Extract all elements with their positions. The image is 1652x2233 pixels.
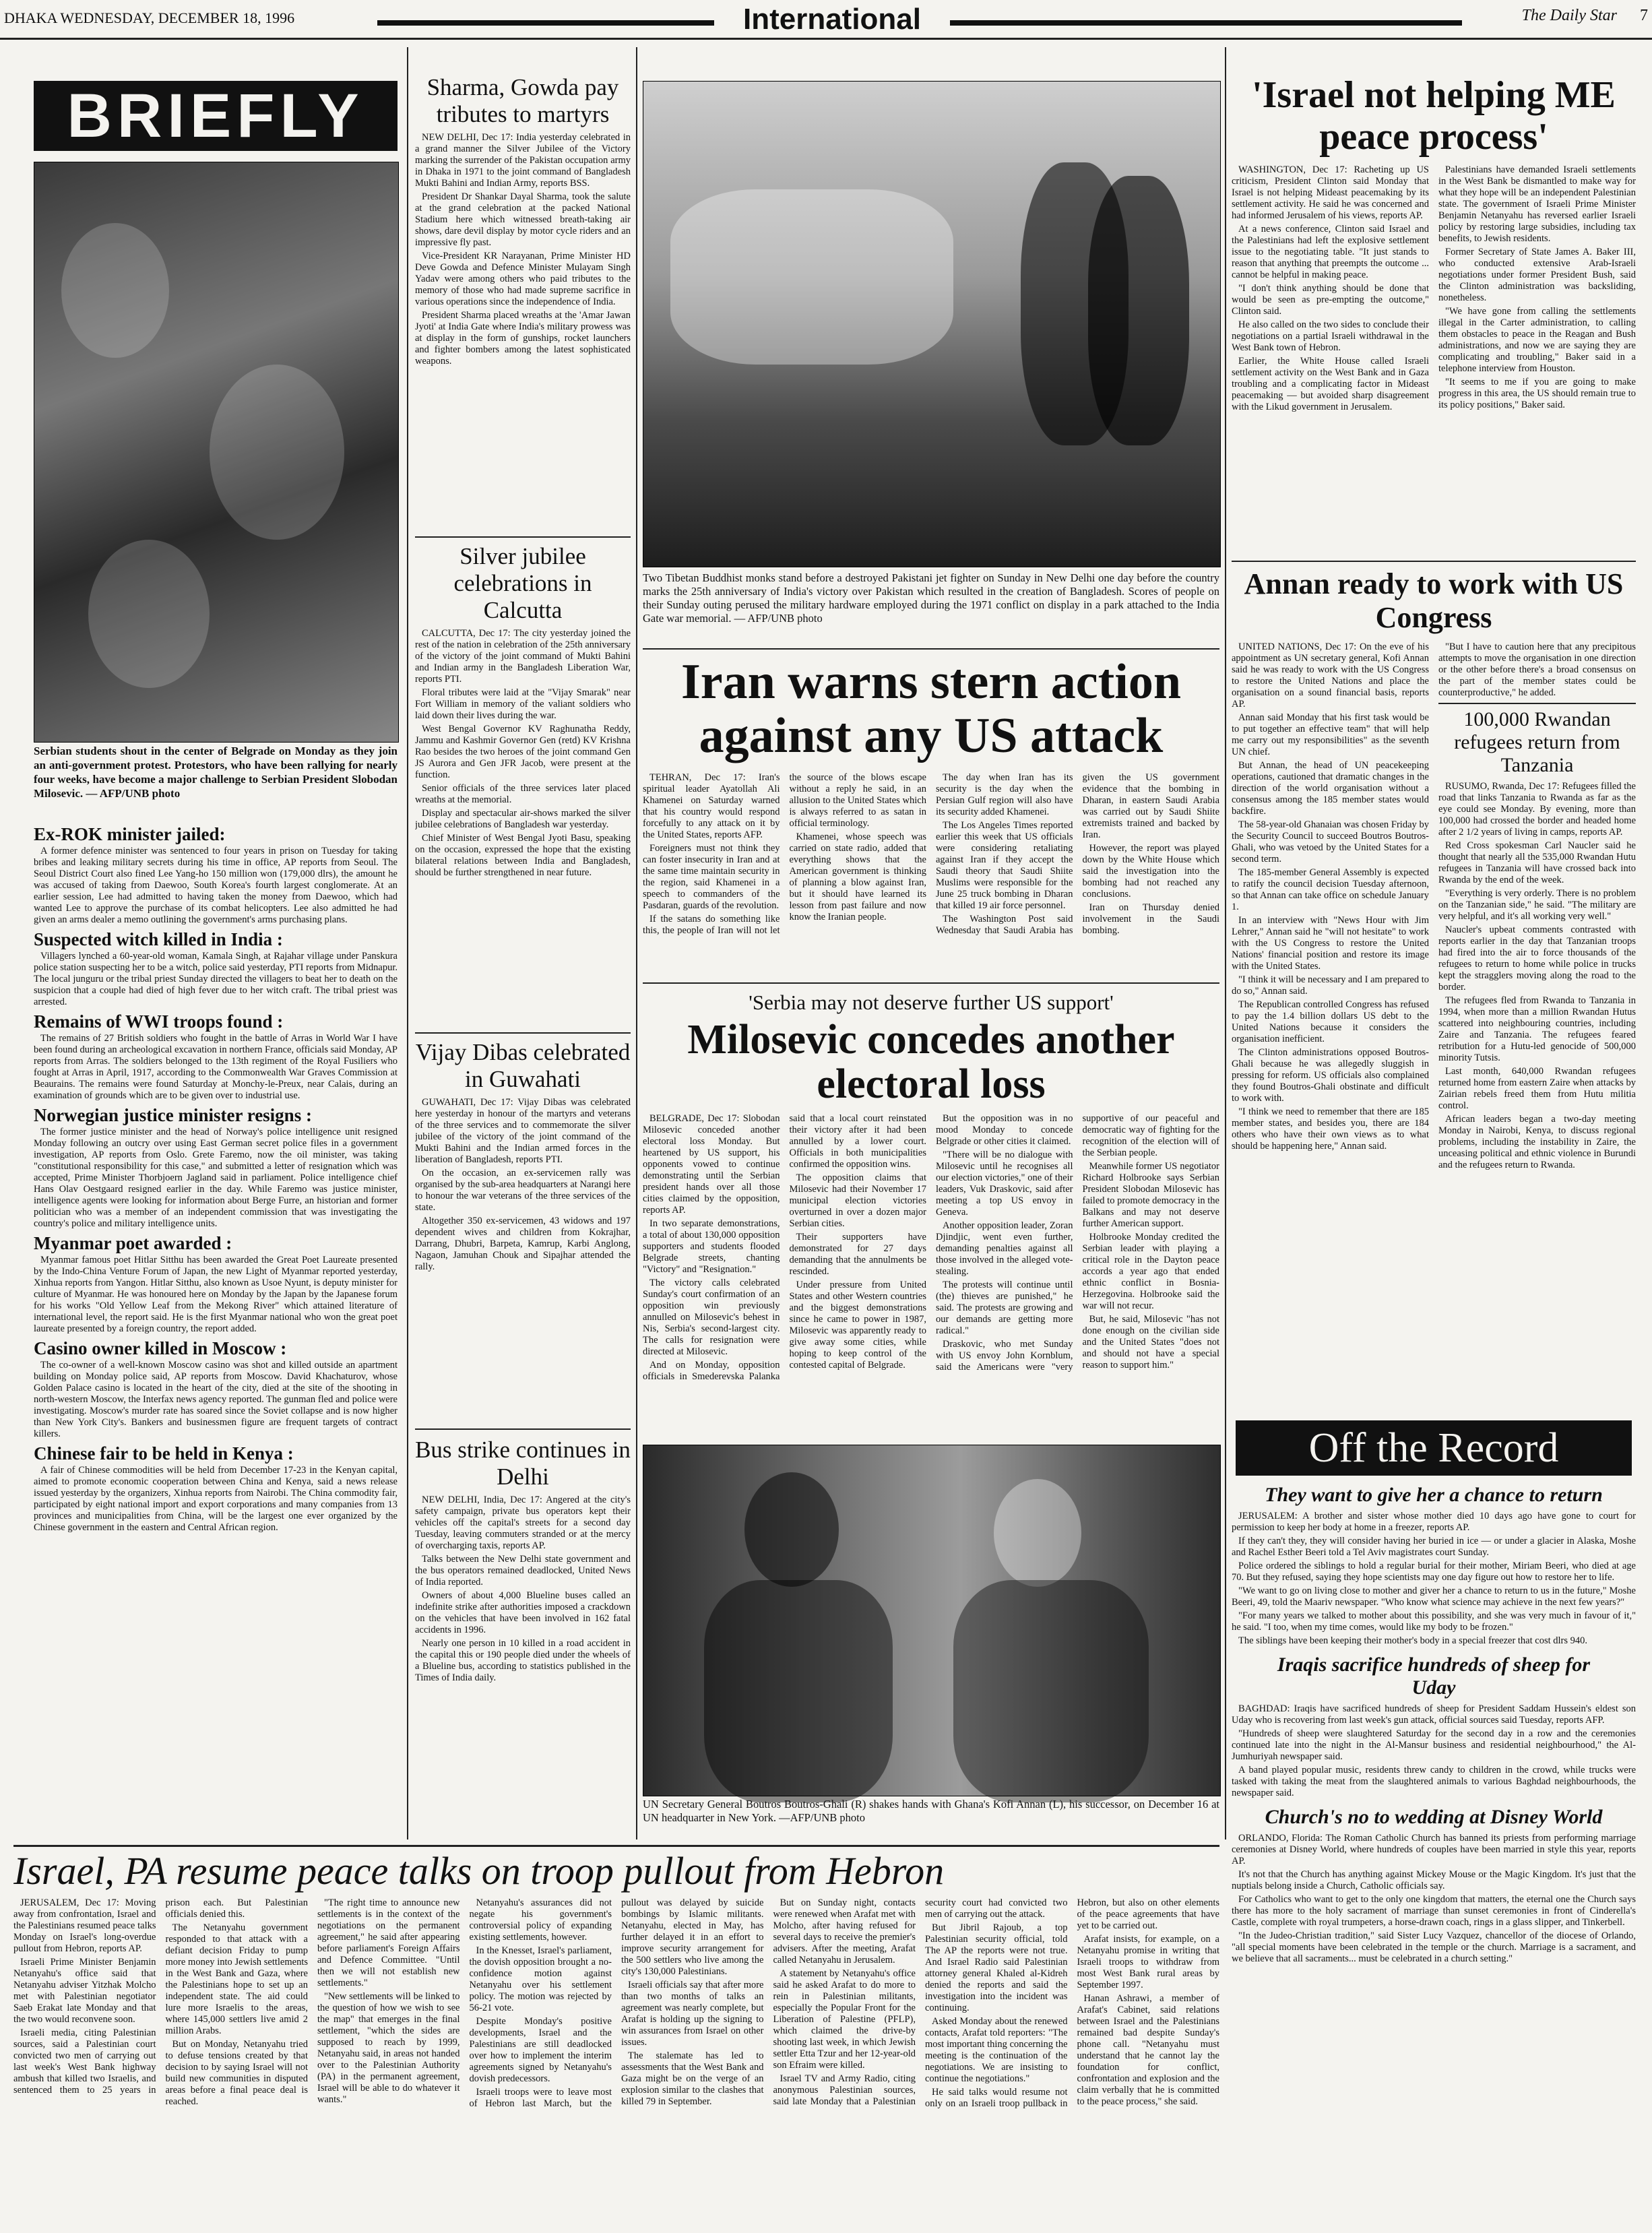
off-record-banner-text: Off the Record: [1308, 1425, 1559, 1471]
hebron-para: "New settlements will be linked to the question of how we wish to see the map" that emerges in the final settlement, "which the sides are supposed to reach by 1999, Netanyahu said, in areas not handed over to the Palestinian Authority (PA) in the permanent agreement, Israel will be able to do whatever it wants.": [317, 1991, 460, 2105]
guwahati-para: Altogether 350 ex-servicemen, 43 widows and 197 dependent wives and children from Kokrajhar, Darrang, Dhubri, Barpeta, Kamrup, Karbi Anglong, Nagaon, Jamuhan Chouk and Sipajhar attended the rally.: [415, 1216, 631, 1272]
off-record-headline: Iraqis sacrifice hundreds of sheep for Uday: [1277, 1654, 1591, 1699]
briefly-item-text: A former defence minister was sentenced to four years in prison on Tuesday for taking bribes and leaking military secrets during his time in office, AP reports from Seoul. The Seoul District Court also fined Lee Yang-ho 150 million won (179,000 dlrs), the amount he was accused of taking from Daewoo, South Korea's fourth largest conglomerate. At an earlier session, Lee had admitted to having taken the money from Daewoo, which had wanted Lee to approve the purchase of its combat helicopters. Lee also admitted he had given an arms dealer a memo outlining the government's arms purchasing plans.: [34, 846, 398, 925]
off-record-banner: [1236, 1420, 1632, 1476]
calcutta-para: Display and spectacular air-shows marked the silver jubilee celebrations of Bangladesh war yesterday.: [415, 808, 631, 830]
briefly-item-title: Ex-ROK minister jailed:: [34, 824, 226, 844]
serbia-para: BELGRADE, Dec 17: Slobodan Milosevic conceded another electoral loss Monday. But heartened by US support, his opponents vowed to continue demonstrating until the Serbian president hands over all those cities claimed by the opposition, reports AP.: [643, 1113, 780, 1216]
masthead-underline: [0, 38, 1652, 40]
sharma-para: NEW DELHI, Dec 17: India yesterday celebrated in a grand manner the Silver Jubilee of the Victory marking the surrender of the Pakistan occupation army in Dhaka in 1971 to the joint command of Bangladesh Mukti Bahini and Indian Army, reports BSS.: [415, 132, 631, 189]
hebron-para: The Netanyahu government responded to that attack with a defiant decision Friday to pump more money into Jewish settlements in the West Bank and Gaza, where the Palestinians hope to set up an independent state. The aid could lure more Israelis to the areas, where 145,000 settlers live amid 2 million Arabs.: [165, 1922, 308, 2036]
annan-photo-caption: UN Secretary General Boutros Boutros-Ghali (R) shakes hands with Ghana's Kofi Annan (L), his successor, on December 16 at UN headquarter in New York. —AFP/UNB photo: [643, 1798, 1219, 1824]
calcutta-para: Floral tributes were laid at the "Vijay Smarak" near Fort William in memory of the valiant soldiers who laid down their lives during the war.: [415, 687, 631, 721]
bus-strike-para: NEW DELHI, India, Dec 17: Angered at the city's safety campaign, private bus operators kept their vehicles off the capital's streets for a second day Tuesday, leaving commuters stranded or at the mercy of overcharging taxis, reports AP.: [415, 1495, 631, 1551]
iran-para: Iran on Thursday denied involvement in the Saudi bombing.: [1082, 902, 1219, 936]
annan-para: The 58-year-old Ghanaian was chosen Friday by the Security Council to succeed Boutros Boutros-Ghali, who was vetoed by the United States for a second term.: [1232, 819, 1429, 864]
briefly-item-title: Suspected witch killed in India :: [34, 929, 283, 949]
hebron-para: Asked Monday about the renewed contacts, Arafat told reporters: "The most important thing concerning the meeting is the continuation of the negotiations. We are insisting to continue the negotiations.": [925, 2016, 1068, 2084]
briefly-item-text: The former justice minister and the head of Norway's police intelligence unit resigned Monday following an outcry over using East German secret police files in a government investigation, AP reports from Oslo. Grete Faremo, now the oil minister, was taking "constitutional responsibility for this case," and submitted a letter of resignation which was accepted, Prime Minister Thorbjoern Jagland said in parliament. Police intelligence chief Hans Olav Oestgaard resigned earlier in the day. While Faremo was justice minister, intelligence agents were looking for information about Berge Furre, an historian and former politician who was a member of an independent commission that was investigating the country's police and military intelligence units.: [34, 1127, 398, 1229]
rwanda-para: Red Cross spokesman Carl Naucler said he thought that nearly all the 535,000 Rwandan Hutu refugees in Tanzania will have crossed back into Rwanda by the end of the week.: [1438, 840, 1636, 885]
bus-strike-para: Talks between the New Delhi state government and the bus operators remained deadlocked, United News of India reported.: [415, 1554, 631, 1587]
page-number: 7: [1640, 7, 1648, 24]
hebron-para: But Jibril Rajoub, a top Palestinian security official, told The AP the reports were not true. And Israel Radio said Palestinian attorney general Khaled al-Kidreh denied the reports and said the investigation into the incident was continuing.: [925, 1922, 1068, 2013]
off-record-para: It's not that the Church has anything against Mickey Mouse or the Magic Kingdom. It's just that the nuptials belong inside a Church, Catholic officials say.: [1232, 1869, 1636, 1891]
hebron-para: Netanyahu's assurances did not negate his government's controversial policy of expanding existing settlements, however.: [469, 1897, 612, 1943]
briefly-logo: [34, 81, 398, 151]
hebron-para: Israeli officials say that after more than two months of talks an agreement was nearly complete, but Arafat is holding up the signing to win assurances from Israel on other issues.: [621, 1980, 764, 2048]
israel-me-para: Earlier, the White House called Israeli settlement activity on the West Bank and in Gaza troubling and a complicating factor in Mideast peacemaking — but avoided sharp disagreement with the Likud government in Jerusalem.: [1232, 356, 1429, 412]
annan-para: But Annan, the head of UN peacekeeping operations, cautioned that dramatic changes in the direction of the world organisation without a consensus among the 185 member states would backfire.: [1232, 760, 1429, 817]
calcutta-para: CALCUTTA, Dec 17: The city yesterday joined the rest of the nation in celebration of the 25th anniversary of the victory of the joint command of Mukti Bahini and Indian army in the Bangladesh Liberation War, reports PTI.: [415, 628, 631, 685]
serbia-para: But the opposition was in no mood Monday to concede Belgrade or other cities it claimed.: [936, 1113, 1073, 1147]
rwanda-headline: 100,000 Rwandan refugees return from Tanzania: [1454, 708, 1620, 776]
briefly-item: [34, 1234, 398, 1335]
paper-name: The Daily Star: [1521, 7, 1617, 24]
briefly-item-text: The remains of 27 British soldiers who fought in the battle of Arras in World War I have been found during an archeological excavation in northern France, officials said Monday, AP reports from Arras. The soldiers belonged to the 13th regiment of the Royal Fusiliers who fought at Arras in April, 1917, according to the Commonwealth War Graves Commission at Beaurains. The remains were found Saturday at Monchy-le-Preux, near Calais, during an examination of grounds which are to be given over to industrial use.: [34, 1033, 398, 1101]
belgrade-photo-caption: Serbian students shout in the center of Belgrade on Monday as they join an anti-government protest. Protestors, who have been rallying for nearly four weeks, have become a major challenge to Serbian President Slobodan Milosevic. — AFP/UNB photo: [34, 745, 398, 800]
serbia-para: And on Monday, opposition officials in Smederevska Palanka said that a local court reinstated their victory after it had been annulled by a lower court. Officials in both municipalities confirmed the opposition wins.: [643, 1113, 926, 1382]
iran-para: TEHRAN, Dec 17: Iran's spiritual leader Ayatollah Ali Khamenei on Saturday warned that his country would respond forcefully to any attack on it by the United States, reports AFP.: [643, 772, 780, 840]
hebron-para: Israeli troops were to leave most of Hebron last March, but the pullout was delayed by suicide bombings by Islamic militants. Netanyahu, elected in May, has further delayed it in an effort to improve security arrangement for the 500 settlers who live among the city's 130,000 Palestinians.: [469, 1897, 764, 2109]
off-record-para: For Catholics who want to get to the only one kingdom that matters, the eternal one the Church says there has more to the holy sacrament of marriage than sunset ceremonies in front of Cinderella's Castle, complete with royal trumpeters, a horse-drawn coach, rings in a glass slipper, and Tinkerbell.: [1232, 1894, 1636, 1928]
annan-para: UNITED NATIONS, Dec 17: On the eve of his appointment as UN secretary general, Kofi Annan said he was ready to work with the US Congress to restore the United Nations and place the organisation on a sound financial basis, reports AP.: [1232, 641, 1429, 710]
off-record-para: "We want to go on living close to mother and giver her a chance to return to us in the future," Moshe Beeri, 49, told the Maariv newspaper. "Who know what science may achieve in the next few years?": [1232, 1585, 1636, 1608]
story-rule: [1232, 561, 1636, 562]
iran-para: However, the report was played down by the White House which said the investigation into the bombing had not reached any conclusions.: [1082, 843, 1219, 900]
masthead-rule-left: [377, 20, 714, 26]
annan-boutros-photo: [643, 1445, 1221, 1796]
serbia-para: Another opposition leader, Zoran Djindjic, went even further, demanding penalties against all those involved in the alleged vote-stealing.: [936, 1220, 1073, 1277]
briefly-item-title: Norwegian justice minister resigns :: [34, 1105, 312, 1125]
briefly-items: [34, 821, 398, 1845]
annan-story: [1232, 567, 1636, 1383]
sharma-para: President Dr Shankar Dayal Sharma, took the salute at the grand celebration at the packed National Stadium here which witnessed breath-taking air shows, dare devil display by motor cycle riders and an impressive fly past.: [415, 191, 631, 248]
serbia-story: [643, 990, 1219, 1435]
off-record-story: [1232, 1654, 1636, 1799]
story-rule: [415, 1032, 631, 1034]
hebron-headline: Israel, PA resume peace talks on troop pullout from Hebron: [13, 1849, 945, 1893]
hebron-para: JERUSALEM, Dec 17: Moving away from confrontation, Israel and the Palestinians resumed peace talks Monday on Israel's long-overdue pullout from Hebron, reports AP.: [13, 1897, 156, 1954]
briefly-item-title: Casino owner killed in Moscow :: [34, 1338, 287, 1358]
off-record-headline: Church's no to wedding at Disney World: [1265, 1806, 1603, 1828]
briefly-item-text: The co-owner of a well-known Moscow casino was shot and killed outside an apartment building on Monday police said, AP reports from Moscow. David Khachaturov, whose Golden Palace casino is located in the heart of the city, died at the site of the shooting in north-western Moscow, the Interfax news agency reported. The gunman fled and police were investigating. Moscow's murder rate has soared since the Soviet collapse and is now higher than New York City's. Bankers and businessmen figure are frequent targets of contract killers.: [34, 1360, 398, 1439]
calcutta-story: [415, 543, 631, 1028]
rwanda-para: Naucler's upbeat comments contrasted with reports earlier in the day that Tanzanian troops had fired into the air to force thousands of the refugees to return to home while police in trucks kept the stragglers moving along the road to the border.: [1438, 924, 1636, 993]
serbia-para: Their supporters have demonstrated for 27 days demanding that the annulments be rescinded.: [789, 1232, 926, 1277]
sharma-para: Vice-President KR Narayanan, Prime Minister HD Deve Gowda and Defence Minister Mulayam Singh Yadav were among others who paid tributes to the memory of those who had made supreme sacrifice in various operations since the independence of India.: [415, 251, 631, 307]
annan-para: The 185-member General Assembly is expected to ratify the council decision Tuesday afternoon, so that Annan can take office on schedule January 1.: [1232, 867, 1429, 912]
off-record-para: ORLANDO, Florida: The Roman Catholic Church has banned its priests from performing marriage ceremonies at Disney World, where hundreds of couples have been married in style this year, reports AP.: [1232, 1833, 1636, 1866]
iran-para: If the satans do something like this, the people of Iran will not let the source of the blows escape without a reply he said, in an allusion to the United States which is always referred to as satan in official terminology.: [643, 772, 926, 936]
rwanda-para: RUSUMO, Rwanda, Dec 17: Refugees filled the road that links Tanzania to Rwanda as far as the eye could see Monday. By evening, more than 100,000 had crossed the border and headed home after 2 1/2 years of living in camps, reports AP.: [1438, 781, 1636, 838]
serbia-para: Under pressure from United States and other Western countries and the biggest demonstrations since he came to power in 1987, Milosevic was apparently ready to give away some cities, while hoping to keep control of the contested capital of Belgrade.: [789, 1280, 926, 1371]
hebron-para: Israeli media, citing Palestinian sources, said a Palestinian court convicted two men of carrying out last week's West Bank highway ambush that killed two Israelis, and sentenced them to 25 years in prison each. But Palestinian officials denied this.: [13, 1897, 308, 2096]
annan-headline: Annan ready to work with US Congress: [1244, 567, 1624, 634]
rwanda-para: African leaders began a two-day meeting Monday in Nairobi, Kenya, to discuss regional problems, including the instability in Zaire, the unceasing political and ethnic violence in Burundi and the refugees return to Rwanda.: [1438, 1114, 1636, 1170]
israel-me-body: [1232, 164, 1636, 542]
section-title: International: [742, 3, 922, 36]
hebron-para: But on Sunday night, contacts were renewed when Arafat met with Molcho, after having refused for several days to receive the premier's advisers. After the meeting, Arafat called Netanyahu in Jerusalem.: [773, 1897, 916, 1965]
briefly-item-title: Myanmar poet awarded :: [34, 1233, 232, 1253]
off-record-para: Police ordered the siblings to hold a regular burial for their mother, Miriam Beeri, who died at age 70. But they refused, saying they hope scientists may one day figure out how to restore her to life.: [1232, 1561, 1636, 1583]
israel-me-para: WASHINGTON, Dec 17: Racheting up US criticism, President Clinton said Monday that Israel is not helping Mideast peacemaking by its settlement activity. He said he was concerned and had informed Jerusalem of his views, reports AP.: [1232, 164, 1429, 221]
serbia-para: Meanwhile former US negotiator Richard Holbrooke says Serbian President Slobodan Milosevic has failed to promote democracy in the Balkans and may not deserve further American support.: [1082, 1161, 1219, 1229]
hebron-para: Arafat insists, for example, on a Netanyahu promise in writing that Israeli troops to withdraw from most West Bank rural areas by September 1997.: [1077, 1934, 1219, 1990]
serbia-para: In two separate demonstrations, a total of about 130,000 opposition supporters and students flooded Belgrade streets, chanting "Victory" and "Resignation.": [643, 1218, 780, 1275]
israel-me-para: "I don't think anything should be done that would be seen as pre-empting the outcome," Clinton said.: [1232, 283, 1429, 317]
israel-me-para: He also called on the two sides to conclude their negotiations on a partial Israeli withdrawal in the West Bank town of Hebron.: [1232, 319, 1429, 353]
column-rule: [407, 47, 408, 1839]
serbia-para: Holbrooke Monday credited the Serbian leader with playing a critical role in the Dayton peace accords a year ago that ended ethnic conflict in Bosnia-Herzegovina. Holbrooke said the war will not recur.: [1082, 1232, 1219, 1311]
story-rule: [13, 1845, 1219, 1847]
guwahati-para: GUWAHATI, Dec 17: Vijay Dibas was celebrated here yesterday in honour of the martyrs and veterans of the three services and to commemorate the silver jubilee of the victory of the joint command of the Mukti Bahini and the Indian armed forces in the liberation of Bangladesh, reports PTI.: [415, 1097, 631, 1165]
annan-para: "I think we need to remember that there are 185 member states, and besides you, there are 184 others who have their own views as to what should be happening here," Annan said.: [1232, 1106, 1429, 1152]
israel-me-para: Palestinians have demanded Israeli settlements in the West Bank be dismantled to make way for what they hope will be an independent Palestinian state. The government of Israeli Prime Minister Benjamin Netanyahu has reversed earlier Israeli policy by restoring large subsidies, including tax benefits, to Jewish residents.: [1438, 164, 1636, 244]
bus-strike-headline: Bus strike continues in Delhi: [415, 1437, 631, 1490]
iran-para: The Washington Post said Wednesday that Saudi Arabia has given the US government evidence that the bombing in Dharan, in eastern Saudi Arabia was carried out by Saudi Shiite extremists trained and backed by Iran.: [936, 772, 1219, 936]
guwahati-para: On the occasion, an ex-servicemen rally was organised by the sub-area headquarters at Narangi here to honour the war veterans of the three services of the state.: [415, 1168, 631, 1213]
briefly-item: [34, 825, 398, 926]
serbia-para: But, he said, Milosevic "has not done enough on the civilian side and the United States "does not and should not have a special reason to support him.": [1082, 1314, 1219, 1371]
serbia-para: Draskovic, who met Sunday with US envoy John Kornblum, said the Americans were "very supportive of our peaceful and democratic way of fighting for the recognition of the election will of the Serbian people.: [936, 1113, 1219, 1373]
sharma-para: President Sharma placed wreaths at the 'Amar Jawan Jyoti' at India Gate where India's military prowess was at display in the form of gunships, rocket launchers and fighter bombers among the latest sophisticated weapons.: [415, 310, 631, 367]
column-rule: [1225, 47, 1226, 1839]
belgrade-protest-photo: [34, 162, 399, 743]
hebron-para: "The right time to announce new settlements is in the context of the negotiations on the permanent agreement," he said after appearing before parliament's Foreign Affairs and Defence Committee. "Until then we will not establish new settlements.": [317, 1897, 460, 1988]
calcutta-headline: Silver jubilee celebrations in Calcutta: [453, 543, 592, 623]
hebron-para: In the Knesset, Israel's parliament, the dovish opposition brought a no-confidence motion against Netanyahu over his settlement policy. The motion was rejected by 56-21 vote.: [469, 1945, 612, 2013]
hebron-para: Israel TV and Army Radio, citing anonymous Palestinian sources, said late Monday that a Palestinian security court had convicted two men of carrying out the attack.: [773, 1897, 1068, 2107]
briefly-item: [34, 1444, 398, 1534]
iran-headline: Iran warns stern action against any US attack: [680, 655, 1182, 763]
israel-me-para: "We have gone from calling the settlements illegal in the Carter administration, to calling them obstacles to peace in the Reagan and Bush administrations, and now we are saying they are complicating and troubling," Baker said in a telephone interview from Houston.: [1438, 306, 1636, 374]
briefly-logo-text: BRIEFLY: [67, 82, 364, 150]
off-record-headline: They want to give her a chance to return: [1265, 1484, 1603, 1506]
calcutta-para: Senior officials of the three services later placed wreaths at the memorial.: [415, 783, 631, 805]
off-record-para: A band played popular music, residents threw candy to children in the crowd, while trucks were tasked with taking the meat from the slaughtered animals to various Baghdad neighbourhoods, the newspaper said.: [1232, 1765, 1636, 1798]
briefly-item-title: Chinese fair to be held in Kenya :: [34, 1443, 294, 1464]
iran-para: The Los Angeles Times reported earlier this week that US officials were considering retaliating against Iran if they accept the Saudi theory that Saudi Shiite Muslims were responsible for the June 25 truck bombing in Dharan that killed 19 air force personnel.: [936, 820, 1073, 911]
bus-strike-story: [415, 1437, 631, 1841]
israel-me-para: "It seems to me if you are going to make progress in this area, the US should remain true to its policy positions," Baker said.: [1438, 377, 1636, 410]
story-rule: [643, 982, 1219, 984]
off-record-para: BAGHDAD: Iraqis have sacrificed hundreds of sheep for President Saddam Hussein's eldest son Uday who is recovering from last week's gun attack, official sources said Tuesday, reports AFP.: [1232, 1703, 1636, 1726]
calcutta-para: West Bengal Governor KV Raghunatha Reddy, Jammu and Kashmir Governor Gen (retd) KV Krishna Rao besides the two heroes of the joint command Gen JS Aurora and Gen JFR Jacob, were present at the function.: [415, 724, 631, 780]
hebron-para: He said talks would resume not only on an Israeli troop pullback in Hebron, but also on other elements of the peace agreements that have yet to be carried out.: [925, 1897, 1219, 2109]
sharma-story: [415, 74, 631, 532]
off-record-para: "In the Judeo-Christian tradition," said Sister Lucy Vazquez, chancellor of the diocese of Orlando, "all special moments have been celebrated in the temple or the church. Marriage is a sacrament, and we believe that all sacraments... must be celebrated in a church setting.": [1232, 1930, 1636, 1964]
story-rule: [643, 648, 1219, 650]
tibetan-monks-photo: [643, 81, 1221, 567]
serbia-para: The protests will continue until (the) thieves are punished," he said. The protests are growing and our demands are getting more radical.": [936, 1280, 1073, 1336]
briefly-item-text: Villagers lynched a 60-year-old woman, Kamala Singh, at Rajahar village under Panskura police station suspecting her to be a witch, police said yesterday, PTI reports from Midnapur. The local junguru or the tribal priest Sunday directed the villagers to beat her to death on the suspicion that a couple had died of high fever due to her witch craft. The tribal priest was arrested.: [34, 951, 398, 1007]
hebron-para: Despite Monday's positive developments, Israel and the Palestinians are still deadlocked over how to implement the interim agreements signed by Netanyahu's dovish predecessors.: [469, 2016, 612, 2084]
annan-body: [1232, 641, 1636, 1369]
masthead-rule-right: [950, 20, 1462, 26]
guwahati-story: [415, 1039, 631, 1423]
rwanda-story: [1438, 703, 1636, 1171]
israel-me-story: [1232, 74, 1636, 559]
hebron-para: Israeli Prime Minister Benjamin Netanyahu's office said that Netanyahu adviser Yitzhak Molcho met with Palestinian negotiator Saeb Erakat late Monday and that the two would reconvene soon.: [13, 1957, 156, 2025]
briefly-item-text: Myanmar famous poet Hitlar Sitthu has been awarded the Great Poet Laureate presented by the Indo-China Venture Forum of Japan, the new Light of Myanmar reported yesterday, Xinhua reports from Yangon. Hitlar Sitthu, also known as Usoe Nyunt, is deputy minister for culture of Myanmar. He was honoured here on Monday by the Japan by the Japanese forum for his works "Old Yellow Leaf from the Mekong River" which attained literature of international level, the report said. He is the first Myanmar national who won the great poet laureate presented by a foreign country, the report added.: [34, 1255, 398, 1334]
briefly-item: [34, 1106, 398, 1230]
serbia-para: "There will be no dialogue with Milosevic until he recognises all our election victories," one of their leaders, Vuk Draskovic, said after meeting a top US envoy in Geneva.: [936, 1150, 1073, 1218]
briefly-item: [34, 1339, 398, 1440]
annan-para: "I think it will be necessary and I am prepared to do so," Annan said.: [1232, 974, 1429, 997]
iran-story: [643, 655, 1219, 978]
bus-strike-para: Nearly one person in 10 killed in a road accident in the capital this or 190 people died under the wheels of a Blueline bus, according to statistics published in the Times of India daily.: [415, 1638, 631, 1683]
israel-me-para: At a news conference, Clinton said Israel and the Palestinians had left the explosive settlement issue to the negotiating table. "It just stands to reason that anything that preempts the outcome ... cannot be helpful in making peace.: [1232, 224, 1429, 280]
hebron-para: But on Monday, Netanyahu tried to defuse tensions created by that decision to by saying Israel will not build new communities in disputed areas before a final peace deal is reached.: [165, 2039, 308, 2107]
off-record-story: [1232, 1484, 1636, 1647]
story-rule: [415, 536, 631, 538]
serbia-body: [643, 1113, 1219, 1430]
annan-para: "But I have to caution here that any precipitous attempts to move the organisation in one direction or the other before there's a broad consensus on the part of the member states could be counterproductive," he added.: [1438, 641, 1636, 698]
iran-para: Khamenei, whose speech was carried on state radio, added that everything shows that the American government is thinking of planning a blow against Iran, but it should have learned its lesson from past failure and now know the Iranian people.: [789, 831, 926, 922]
off-record-para: The siblings have been keeping their mother's body in a special freezer that cost dlrs 940.: [1238, 1635, 1588, 1646]
iran-para: The day when Iran has its security is the day when the Persian Gulf region will also have its security added Khamenei.: [936, 772, 1073, 817]
serbia-para: The opposition claims that Milosevic had their November 17 municipal election victories overturned in over a dozen major Serbian cities.: [789, 1172, 926, 1229]
masthead-date: DHAKA WEDNESDAY, DECEMBER 18, 1996: [4, 9, 295, 26]
briefly-item: [34, 930, 398, 1008]
calcutta-para: Chief Minister of West Bengal Jyoti Basu, speaking on the occasion, expressed the hope that the existing bilateral relations between India and Bangladesh, should be further strengthened in near future.: [415, 833, 631, 878]
off-record-stories: [1232, 1481, 1636, 2222]
israel-me-headline: 'Israel not helping ME peace process': [1252, 74, 1616, 158]
serbia-kicker: 'Serbia may not deserve further US support': [749, 990, 1114, 1014]
monks-photo-caption: Two Tibetan Buddhist monks stand before a destroyed Pakistani jet fighter on Sunday in New Delhi one day before the country marks the 25th anniversary of India's victory over Pakistan which resulted in the creation of Bangladesh. Scores of people on their Sunday outing perused the military hardware employed during the 1971 conflict on display in a park attached to the India Gate war memorial. — AFP/UNB photo: [643, 571, 1219, 625]
rwanda-para: "Everything is very orderly. There is no problem on the Tanzanian side," he said. "The military are very helpful, and it's all working very well.": [1438, 888, 1636, 922]
annan-para: The Clinton administrations opposed Boutros-Ghali because he was allegedly sluggish in pressing for reform. US officials also complained they found Boutros-Ghali obstinate and difficult to work with.: [1232, 1047, 1429, 1104]
briefly-item: [34, 1012, 398, 1102]
serbia-para: The victory calls celebrated Sunday's court confirmation of an opposition win previously annulled on Milosevic's behest in Nis, Serbia's second-largest city. The calls for resignation were directed at Milosevic.: [643, 1278, 780, 1357]
bus-strike-para: Owners of about 4,000 Blueline buses called an indefinite strike after authorities imposed a crackdown on the vehicles that have been involved in 162 fatal accidents in 1996.: [415, 1590, 631, 1635]
rwanda-para: The refugees fled from Rwanda to Tanzania in 1994, when more than a million Rwandan Hutus scattered into neighbouring countries, including Zaire and Tanzania. The refugees feared retribution for a Hutu-led genocide of 500,000 minority Tutsis.: [1438, 995, 1636, 1063]
column-rule: [636, 47, 637, 1839]
annan-para: The Republican controlled Congress has refused to pay the 1.4 billion dollars US debt to the United Nations because it considers the organisation inefficient.: [1232, 999, 1429, 1044]
briefly-item-text: A fair of Chinese commodities will be held from December 17-23 in the Kenyan capital, aimed to promote economic cooperation between China and Kenya, said a news release issued yesterday by the organizers, Xinhua reports from Nairobi. The China commodity fair, participated by eight national import and export corporations and many companies from 13 provinces and municipalities from China, will be the largest one ever organized by the Chinese government in the eastern and Central African region.: [34, 1465, 398, 1533]
serbia-headline: Milosevic concedes another electoral loss: [687, 1017, 1175, 1107]
israel-me-para: Former Secretary of State James A. Baker III, who conducted extensive Arab-Israeli negotiations under former President Bush, said the Clinton administration was backsliding, nonetheless.: [1438, 247, 1636, 303]
hebron-para: The stalemate has led to assessments that the West Bank and Gaza might be on the verge of an explosion similar to the clashes that killed 79 in September.: [621, 2050, 764, 2107]
off-record-para: JERUSALEM: A brother and sister whose mother died 10 days ago have gone to court for permission to keep her body at home in a freezer, reports AP.: [1232, 1511, 1636, 1533]
off-record-story: [1232, 1806, 1636, 1965]
sharma-headline: Sharma, Gowda pay tributes to martyrs: [426, 74, 619, 127]
story-rule: [415, 1428, 631, 1430]
hebron-para: Hanan Ashrawi, a member of Arafat's Cabinet, said relations between Israel and the Palestinians remained bad despite Sunday's phone call. "Netanyahu must understand that he cannot lay the foundation for conflict, confrontation and explosion and the claim verbally that he is committed to the peace process," she said.: [1077, 1993, 1219, 2107]
hebron-story: [13, 1849, 1219, 2226]
annan-para: Annan said Monday that his first task would be to put together an effective team" that will help me carry out my responsibilities" as the seventh UN chief.: [1232, 712, 1429, 757]
hebron-body: [13, 1897, 1219, 2221]
iran-body: [643, 772, 1219, 974]
off-record-para: "Hundreds of sheep were slaughtered Saturday for the second day in a row and the ceremonies continued late into the night in the Al-Mansur business and residential neighbourhood," the Al-Jumhuriyah newspaper said.: [1232, 1728, 1636, 1762]
hebron-para: A statement by Netanyahu's office said he asked Arafat to do more to rein in Palestinian militants, especially the Popular Front for the Liberation of Palestine (PFLP), which claimed the drive-by shooting last week, in which Jewish settler Etta Tzur and her 12-year-old son Efraim were killed.: [773, 1968, 916, 2071]
iran-para: Foreigners must not think they can foster insecurity in Iran and at the same time maintain security in the region, said Khamenei in a speech to commanders of the Pasdaran, guards of the revolution.: [643, 843, 780, 911]
off-record-para: If they can't they, they will consider having her buried in ice — or under a glacier in Alaska, Moshe and Rachel Esther Beeri told a Tel Aviv magistrates court Sunday.: [1232, 1536, 1636, 1558]
rwanda-para: Last month, 640,000 Rwandan refugees returned home from eastern Zaire when attacks by Zairian rebels freed them from Hutu militia control.: [1438, 1066, 1636, 1111]
annan-para: In an interview with "News Hour with Jim Lehrer," Annan said he "will not hesitate" to work with the US Congress to restore the United Nations' financial position and restore its image with the United States.: [1232, 915, 1429, 972]
briefly-item-title: Remains of WWI troops found :: [34, 1011, 284, 1032]
off-record-para: "For many years we talked to mother about this possibility, and she was very much in favour of it," he said. "I too, when my time comes, would like my body to be frozen.": [1232, 1610, 1636, 1633]
guwahati-headline: Vijay Dibas celebrated in Guwahati: [415, 1039, 631, 1092]
